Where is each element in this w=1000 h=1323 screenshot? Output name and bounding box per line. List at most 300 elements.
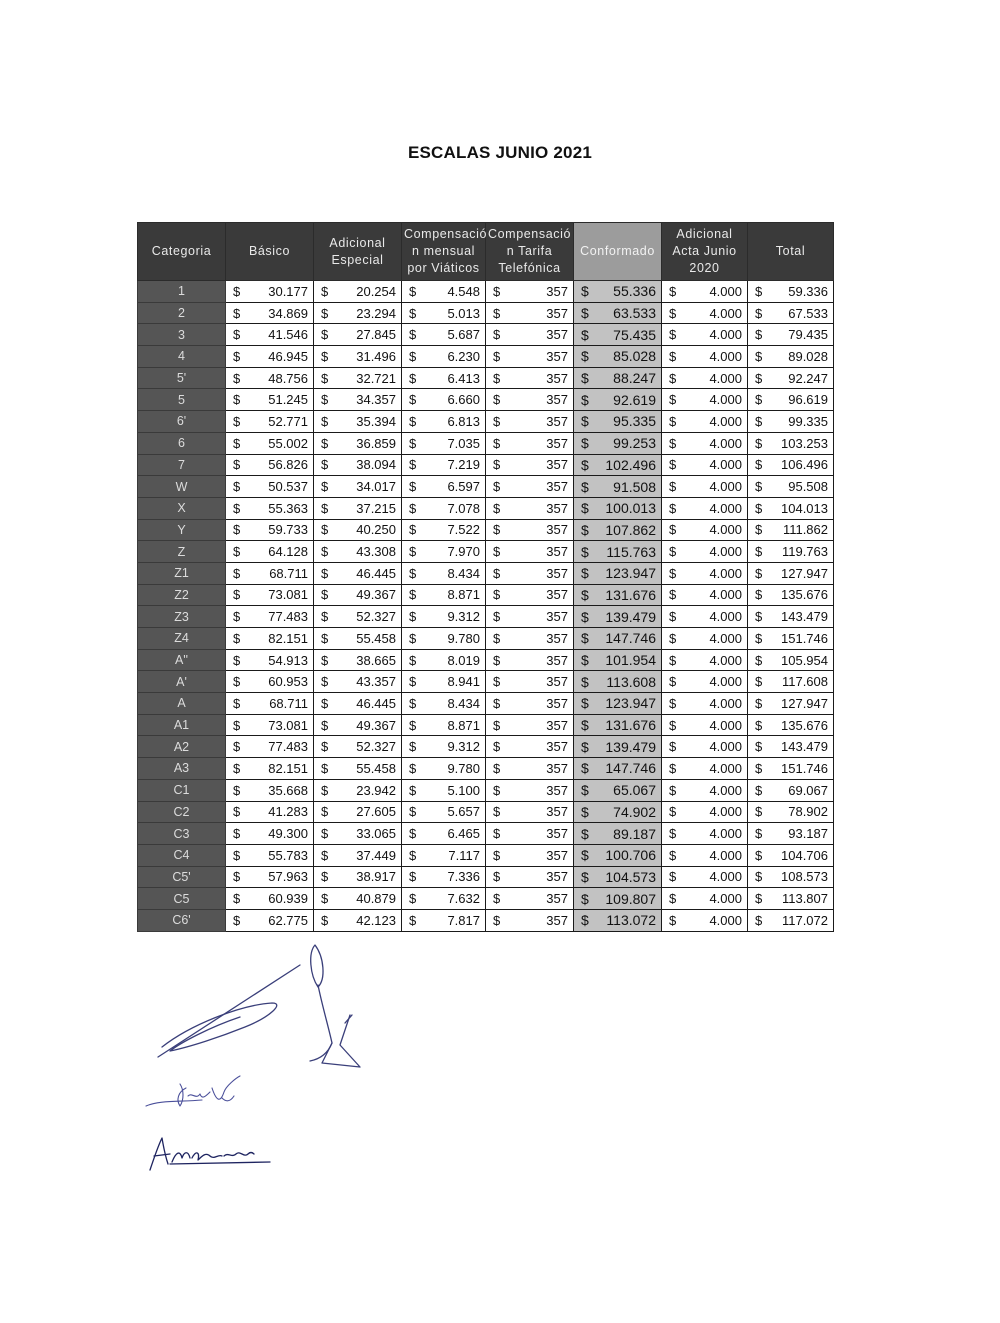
table-row	[138, 476, 834, 498]
amount-value: 357	[546, 500, 568, 516]
amount-value: 55.458	[356, 760, 396, 776]
tarifa-telefonica-cell	[486, 823, 574, 845]
currency-symbol: $	[581, 868, 589, 885]
conformado-cell	[574, 584, 662, 606]
table-row	[138, 541, 834, 563]
amount-value: 111.862	[782, 522, 828, 538]
amount-value: 51.245	[268, 392, 308, 408]
amount-value: 9.312	[447, 609, 480, 625]
currency-symbol: $	[493, 609, 501, 625]
categoria-cell: 7	[138, 454, 226, 476]
currency-symbol: $	[233, 739, 241, 755]
amount-value: 131.676	[605, 717, 656, 734]
amount-value: 92.619	[613, 391, 656, 408]
table-row	[138, 346, 834, 368]
currency-symbol: $	[321, 348, 329, 364]
amount-value: 4.000	[709, 630, 742, 646]
adicional-acta-cell	[662, 888, 748, 910]
amount-value: 8.434	[447, 695, 480, 711]
currency-symbol: $	[321, 413, 329, 429]
tarifa-telefonica-cell	[486, 801, 574, 823]
currency-symbol: $	[755, 760, 763, 776]
amount-value: 77.483	[268, 739, 308, 755]
amount-value: 30.177	[268, 283, 308, 299]
currency-symbol: $	[233, 609, 241, 625]
basico-cell	[226, 497, 314, 519]
amount-value: 357	[546, 869, 568, 885]
currency-symbol: $	[755, 587, 763, 603]
adicional-acta-cell	[662, 714, 748, 736]
basico-cell	[226, 324, 314, 346]
amount-value: 357	[546, 739, 568, 755]
categoria-cell: 1	[138, 281, 226, 303]
total-cell	[748, 367, 834, 389]
viaticos-cell	[402, 541, 486, 563]
table-row	[138, 606, 834, 628]
amount-value: 73.081	[268, 717, 308, 733]
amount-value: 5.687	[447, 327, 480, 343]
amount-value: 8.871	[447, 587, 480, 603]
adicional-especial-cell	[314, 888, 402, 910]
currency-symbol: $	[493, 674, 501, 690]
categoria-cell: A3	[138, 758, 226, 780]
amount-value: 4.000	[709, 912, 742, 928]
currency-symbol: $	[233, 891, 241, 907]
currency-symbol: $	[669, 912, 677, 928]
adicional-especial-cell	[314, 411, 402, 433]
basico-cell	[226, 714, 314, 736]
amount-value: 99.335	[788, 413, 828, 429]
amount-value: 7.219	[447, 457, 480, 473]
categoria-cell: Y	[138, 519, 226, 541]
currency-symbol: $	[581, 370, 589, 387]
amount-value: 357	[546, 891, 568, 907]
amount-value: 6.465	[447, 826, 480, 842]
tarifa-telefonica-cell	[486, 758, 574, 780]
currency-symbol: $	[233, 717, 241, 733]
amount-value: 35.668	[268, 782, 308, 798]
currency-symbol: $	[755, 327, 763, 343]
currency-symbol: $	[493, 544, 501, 560]
table-row	[138, 454, 834, 476]
header-tarifa-telefonica: Compensació n Tarifa Telefónica	[486, 223, 574, 281]
currency-symbol: $	[755, 457, 763, 473]
total-cell	[748, 324, 834, 346]
adicional-especial-cell	[314, 779, 402, 801]
viaticos-cell	[402, 779, 486, 801]
table-row	[138, 497, 834, 519]
categoria-cell: C5	[138, 888, 226, 910]
currency-symbol: $	[321, 457, 329, 473]
amount-value: 95.335	[613, 413, 656, 430]
total-cell	[748, 346, 834, 368]
amount-value: 31.496	[356, 348, 396, 364]
amount-value: 4.000	[709, 283, 742, 299]
currency-symbol: $	[233, 869, 241, 885]
currency-symbol: $	[409, 695, 417, 711]
total-cell	[748, 281, 834, 303]
amount-value: 63.533	[613, 305, 656, 322]
header-adicional-acta: Adicional Acta Junio 2020	[662, 223, 748, 281]
viaticos-cell	[402, 454, 486, 476]
amount-value: 357	[546, 435, 568, 451]
currency-symbol: $	[321, 283, 329, 299]
currency-symbol: $	[755, 739, 763, 755]
conformado-cell	[574, 476, 662, 498]
total-cell	[748, 649, 834, 671]
viaticos-cell	[402, 844, 486, 866]
amount-value: 33.065	[356, 826, 396, 842]
amount-value: 113.608	[606, 673, 656, 690]
viaticos-cell	[402, 411, 486, 433]
tarifa-telefonica-cell	[486, 628, 574, 650]
currency-symbol: $	[409, 891, 417, 907]
currency-symbol: $	[755, 522, 763, 538]
conformado-cell	[574, 628, 662, 650]
currency-symbol: $	[755, 912, 763, 928]
adicional-especial-cell	[314, 454, 402, 476]
amount-value: 4.000	[709, 782, 742, 798]
currency-symbol: $	[233, 695, 241, 711]
currency-symbol: $	[409, 847, 417, 863]
amount-value: 46.945	[268, 348, 308, 364]
viaticos-cell	[402, 367, 486, 389]
tarifa-telefonica-cell	[486, 779, 574, 801]
basico-cell	[226, 628, 314, 650]
amount-value: 8.871	[447, 717, 480, 733]
amount-value: 357	[546, 305, 568, 321]
total-cell	[748, 736, 834, 758]
categoria-cell: A	[138, 693, 226, 715]
amount-value: 55.336	[613, 283, 656, 300]
total-cell	[748, 584, 834, 606]
categoria-cell: 5	[138, 389, 226, 411]
amount-value: 135.676	[781, 717, 828, 733]
conformado-cell	[574, 367, 662, 389]
amount-value: 95.508	[788, 479, 828, 495]
amount-value: 4.000	[709, 305, 742, 321]
conformado-cell	[574, 432, 662, 454]
currency-symbol: $	[493, 630, 501, 646]
currency-symbol: $	[233, 674, 241, 690]
conformado-cell	[574, 519, 662, 541]
currency-symbol: $	[233, 544, 241, 560]
currency-symbol: $	[755, 630, 763, 646]
currency-symbol: $	[669, 804, 677, 820]
amount-value: 357	[546, 565, 568, 581]
viaticos-cell	[402, 476, 486, 498]
amount-value: 74.902	[613, 803, 656, 820]
amount-value: 151.746	[781, 630, 828, 646]
basico-cell	[226, 649, 314, 671]
amount-value: 91.508	[613, 478, 656, 495]
conformado-cell	[574, 324, 662, 346]
tarifa-telefonica-cell	[486, 324, 574, 346]
currency-symbol: $	[233, 782, 241, 798]
currency-symbol: $	[233, 370, 241, 386]
currency-symbol: $	[669, 348, 677, 364]
currency-symbol: $	[409, 457, 417, 473]
amount-value: 4.000	[709, 413, 742, 429]
adicional-especial-cell	[314, 584, 402, 606]
currency-symbol: $	[755, 500, 763, 516]
signature-1	[150, 935, 370, 1075]
amount-value: 54.913	[268, 652, 308, 668]
amount-value: 41.283	[268, 804, 308, 820]
amount-value: 7.035	[447, 435, 480, 451]
table-row	[138, 324, 834, 346]
currency-symbol: $	[409, 869, 417, 885]
amount-value: 50.537	[268, 479, 308, 495]
amount-value: 52.771	[268, 413, 308, 429]
basico-cell	[226, 367, 314, 389]
categoria-cell: Z4	[138, 628, 226, 650]
currency-symbol: $	[581, 543, 589, 560]
amount-value: 357	[546, 804, 568, 820]
currency-symbol: $	[233, 587, 241, 603]
basico-cell	[226, 844, 314, 866]
currency-symbol: $	[669, 500, 677, 516]
amount-value: 7.970	[447, 544, 480, 560]
basico-cell	[226, 823, 314, 845]
table-row	[138, 628, 834, 650]
currency-symbol: $	[755, 826, 763, 842]
categoria-cell: A''	[138, 649, 226, 671]
currency-symbol: $	[321, 695, 329, 711]
conformado-cell	[574, 346, 662, 368]
categoria-cell: Z	[138, 541, 226, 563]
amount-value: 75.435	[613, 326, 656, 343]
currency-symbol: $	[669, 283, 677, 299]
amount-value: 40.250	[356, 522, 396, 538]
currency-symbol: $	[409, 630, 417, 646]
header-viaticos: Compensació n mensual por Viáticos	[402, 223, 486, 281]
amount-value: 4.000	[709, 652, 742, 668]
amount-value: 37.449	[356, 847, 396, 863]
amount-value: 57.963	[268, 869, 308, 885]
basico-cell	[226, 346, 314, 368]
table-row	[138, 758, 834, 780]
currency-symbol: $	[493, 782, 501, 798]
currency-symbol: $	[493, 305, 501, 321]
amount-value: 38.917	[356, 869, 396, 885]
amount-value: 4.000	[709, 717, 742, 733]
total-cell	[748, 628, 834, 650]
header-conformado: Conformado	[574, 223, 662, 281]
amount-value: 32.721	[356, 370, 396, 386]
currency-symbol: $	[755, 695, 763, 711]
tarifa-telefonica-cell	[486, 367, 574, 389]
currency-symbol: $	[493, 912, 501, 928]
amount-value: 9.780	[447, 630, 480, 646]
currency-symbol: $	[493, 479, 501, 495]
amount-value: 4.548	[447, 283, 480, 299]
basico-cell	[226, 736, 314, 758]
categoria-cell: 3	[138, 324, 226, 346]
currency-symbol: $	[581, 760, 589, 777]
amount-value: 357	[546, 782, 568, 798]
currency-symbol: $	[321, 717, 329, 733]
amount-value: 357	[546, 522, 568, 538]
currency-symbol: $	[581, 695, 589, 712]
tarifa-telefonica-cell	[486, 281, 574, 303]
currency-symbol: $	[493, 435, 501, 451]
viaticos-cell	[402, 909, 486, 931]
adicional-acta-cell	[662, 779, 748, 801]
amount-value: 147.746	[605, 630, 656, 647]
basico-cell	[226, 281, 314, 303]
currency-symbol: $	[321, 912, 329, 928]
amount-value: 4.000	[709, 695, 742, 711]
currency-symbol: $	[409, 522, 417, 538]
amount-value: 4.000	[709, 760, 742, 776]
currency-symbol: $	[233, 847, 241, 863]
currency-symbol: $	[669, 522, 677, 538]
table-row	[138, 823, 834, 845]
amount-value: 42.123	[356, 912, 396, 928]
viaticos-cell	[402, 866, 486, 888]
total-cell	[748, 888, 834, 910]
categoria-cell: C3	[138, 823, 226, 845]
conformado-cell	[574, 606, 662, 628]
amount-value: 4.000	[709, 587, 742, 603]
currency-symbol: $	[493, 804, 501, 820]
currency-symbol: $	[581, 500, 589, 517]
currency-symbol: $	[669, 869, 677, 885]
categoria-cell: A2	[138, 736, 226, 758]
currency-symbol: $	[581, 456, 589, 473]
categoria-cell: X	[138, 497, 226, 519]
currency-symbol: $	[755, 435, 763, 451]
conformado-cell	[574, 888, 662, 910]
categoria-cell: 6	[138, 432, 226, 454]
adicional-acta-cell	[662, 346, 748, 368]
currency-symbol: $	[493, 370, 501, 386]
currency-symbol: $	[581, 391, 589, 408]
currency-symbol: $	[233, 500, 241, 516]
currency-symbol: $	[581, 326, 589, 343]
amount-value: 4.000	[709, 457, 742, 473]
currency-symbol: $	[581, 435, 589, 452]
amount-value: 143.479	[781, 609, 828, 625]
currency-symbol: $	[755, 348, 763, 364]
amount-value: 43.357	[356, 674, 396, 690]
viaticos-cell	[402, 302, 486, 324]
currency-symbol: $	[233, 522, 241, 538]
basico-cell	[226, 909, 314, 931]
amount-value: 117.072	[781, 912, 828, 928]
currency-symbol: $	[409, 912, 417, 928]
categoria-cell: 4	[138, 346, 226, 368]
currency-symbol: $	[409, 305, 417, 321]
adicional-especial-cell	[314, 476, 402, 498]
viaticos-cell	[402, 823, 486, 845]
conformado-cell	[574, 693, 662, 715]
table-row	[138, 562, 834, 584]
tarifa-telefonica-cell	[486, 432, 574, 454]
amount-value: 4.000	[709, 479, 742, 495]
total-cell	[748, 779, 834, 801]
amount-value: 85.028	[613, 348, 656, 365]
table-row	[138, 779, 834, 801]
currency-symbol: $	[755, 804, 763, 820]
amount-value: 52.327	[356, 609, 396, 625]
amount-value: 139.479	[605, 738, 656, 755]
amount-value: 6.230	[447, 348, 480, 364]
amount-value: 4.000	[709, 500, 742, 516]
salary-scale-table	[137, 222, 834, 932]
amount-value: 109.807	[605, 890, 656, 907]
adicional-acta-cell	[662, 541, 748, 563]
amount-value: 7.336	[447, 869, 480, 885]
adicional-acta-cell	[662, 324, 748, 346]
amount-value: 106.496	[781, 457, 828, 473]
adicional-especial-cell	[314, 389, 402, 411]
adicional-especial-cell	[314, 281, 402, 303]
viaticos-cell	[402, 888, 486, 910]
amount-value: 88.247	[613, 370, 656, 387]
amount-value: 143.479	[781, 739, 828, 755]
amount-value: 357	[546, 826, 568, 842]
tarifa-telefonica-cell	[486, 693, 574, 715]
amount-value: 357	[546, 413, 568, 429]
total-cell	[748, 671, 834, 693]
amount-value: 6.813	[447, 413, 480, 429]
currency-symbol: $	[669, 674, 677, 690]
amount-value: 357	[546, 695, 568, 711]
categoria-cell: 5'	[138, 367, 226, 389]
tarifa-telefonica-cell	[486, 606, 574, 628]
total-cell	[748, 302, 834, 324]
adicional-especial-cell	[314, 801, 402, 823]
categoria-cell: C5'	[138, 866, 226, 888]
currency-symbol: $	[669, 695, 677, 711]
amount-value: 103.253	[781, 435, 828, 451]
amount-value: 123.947	[605, 565, 656, 582]
currency-symbol: $	[233, 912, 241, 928]
currency-symbol: $	[493, 869, 501, 885]
currency-symbol: $	[493, 717, 501, 733]
currency-symbol: $	[409, 500, 417, 516]
currency-symbol: $	[233, 565, 241, 581]
categoria-cell: C6'	[138, 909, 226, 931]
amount-value: 41.546	[268, 327, 308, 343]
conformado-cell	[574, 801, 662, 823]
tarifa-telefonica-cell	[486, 584, 574, 606]
categoria-cell: 6'	[138, 411, 226, 433]
tarifa-telefonica-cell	[486, 844, 574, 866]
categoria-cell: C4	[138, 844, 226, 866]
amount-value: 55.363	[268, 500, 308, 516]
currency-symbol: $	[493, 826, 501, 842]
header-total: Total	[748, 223, 834, 281]
currency-symbol: $	[409, 826, 417, 842]
currency-symbol: $	[669, 760, 677, 776]
signature-3	[140, 1128, 280, 1178]
amount-value: 117.608	[781, 674, 828, 690]
currency-symbol: $	[669, 327, 677, 343]
amount-value: 7.078	[447, 500, 480, 516]
currency-symbol: $	[669, 392, 677, 408]
table-header	[138, 223, 834, 281]
currency-symbol: $	[581, 825, 589, 842]
amount-value: 4.000	[709, 826, 742, 842]
currency-symbol: $	[409, 717, 417, 733]
amount-value: 78.902	[788, 804, 828, 820]
currency-symbol: $	[493, 695, 501, 711]
amount-value: 43.308	[356, 544, 396, 560]
currency-symbol: $	[581, 738, 589, 755]
